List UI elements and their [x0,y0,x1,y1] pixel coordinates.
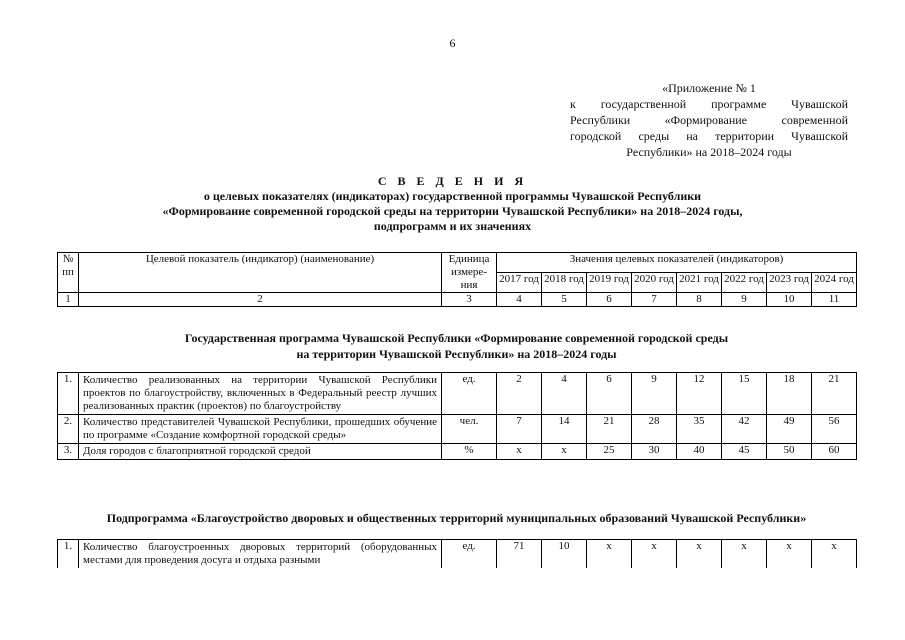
value-cell: 21 [812,373,857,415]
value-cell: 28 [632,415,677,444]
table-row [58,444,857,460]
section-title-line: Подпрограмма «Благоустройство дворовых и общественных территорий муниципальных образований Чувашской Республики» [106,511,807,525]
table-row [58,540,857,569]
year-header: 2018 год [542,273,587,293]
value-cell: 21 [587,415,632,444]
value-cell: 49 [767,415,812,444]
value-cell: 40 [677,444,722,460]
appendix-line: «Приложение № 1 [662,81,756,95]
value-cell: x [677,540,722,569]
value-cell: 6 [587,373,632,415]
year-header: 2020 год [632,273,677,293]
column-number: 2 [79,293,442,307]
page-number: 6 [449,36,456,50]
value-cell: 30 [632,444,677,460]
value-cell: 15 [722,373,767,415]
column-number: 5 [542,293,587,307]
appendix-line: Республики «Формирование современной [570,113,848,127]
heading-line: «Формирование современной городской среды на территории Чувашской Республики» на 2018–2024 годы, [162,204,743,218]
column-number: 6 [587,293,632,307]
appendix-line: к государственной программе Чувашской [570,97,848,111]
year-header: 2023 год [767,273,812,293]
section-title [57,510,856,526]
indicator-name: Количество реализованных на территории Чувашской Республики проектов по благоустройству, включенных в Федеральный реестр лучших реализованных практик (проектов) по благоустройству [79,373,442,415]
value-cell: 18 [767,373,812,415]
column-number: 4 [497,293,542,307]
column-number: 10 [767,293,812,307]
value-cell: x [587,540,632,569]
row-number: 1. [58,540,79,569]
section-title [57,330,856,362]
subprogram-indicators-table [57,539,857,568]
value-cell: 56 [812,415,857,444]
col-unit-header: Единица измере-ния [442,253,497,293]
year-header: 2024 год [812,273,857,293]
col-number-header: № пп [58,253,79,293]
value-cell: 12 [677,373,722,415]
table-row [58,415,857,444]
year-header: 2019 год [587,273,632,293]
year-header: 2022 год [722,273,767,293]
col-values-header: Значения целевых показателей (индикаторов) [497,253,857,273]
program-indicators-table [57,372,857,460]
column-number: 3 [442,293,497,307]
value-cell: 9 [632,373,677,415]
indicator-name: Доля городов с благоприятной городской средой [79,444,442,460]
heading-line: о целевых показателях (индикаторах) государственной программы Чувашской Республики [203,189,702,203]
value-cell: x [767,540,812,569]
table-row [58,373,857,415]
row-number: 3. [58,444,79,460]
heading-line: подпрограмм и их значениях [373,219,532,233]
indicators-table-header [57,252,857,307]
section-title-line: Государственная программа Чувашской Республики «Формирование современной городской среды [184,331,729,345]
section-title-line: на территории Чувашской Республики» на 2018–2024 годы [296,347,617,361]
appendix-line: городской среды на территории Чувашской [570,129,848,143]
unit-cell: % [442,444,497,460]
document-heading [60,174,845,234]
indicator-name: Количество благоустроенных дворовых территорий (оборудованных местами для проведения досуга и отдыха разными [79,540,442,569]
value-cell: 7 [497,415,542,444]
value-cell: 45 [722,444,767,460]
column-number: 9 [722,293,767,307]
value-cell: 35 [677,415,722,444]
value-cell: 50 [767,444,812,460]
value-cell: x [542,444,587,460]
value-cell: 2 [497,373,542,415]
column-number: 8 [677,293,722,307]
value-cell: 10 [542,540,587,569]
col-indicator-header: Целевой показатель (индикатор) (наименование) [79,253,442,293]
appendix-note [570,80,848,160]
unit-cell: чел. [442,415,497,444]
heading-title: С В Е Д Е Н И Я [377,174,528,188]
row-number: 1. [58,373,79,415]
unit-cell: ед. [442,540,497,569]
column-number-row [58,293,857,307]
column-number: 1 [58,293,79,307]
value-cell: 42 [722,415,767,444]
value-cell: 14 [542,415,587,444]
year-header: 2017 год [497,273,542,293]
column-number: 7 [632,293,677,307]
appendix-line: Республики» на 2018–2024 годы [626,145,792,159]
value-cell: 4 [542,373,587,415]
value-cell: 25 [587,444,632,460]
unit-cell: ед. [442,373,497,415]
value-cell: 71 [497,540,542,569]
indicator-name: Количество представителей Чувашской Республики, прошедших обучение по программе «Создание комфортной городской среды» [79,415,442,444]
value-cell: x [812,540,857,569]
year-header: 2021 год [677,273,722,293]
value-cell: x [497,444,542,460]
value-cell: 60 [812,444,857,460]
column-number: 11 [812,293,857,307]
value-cell: x [632,540,677,569]
row-number: 2. [58,415,79,444]
value-cell: x [722,540,767,569]
